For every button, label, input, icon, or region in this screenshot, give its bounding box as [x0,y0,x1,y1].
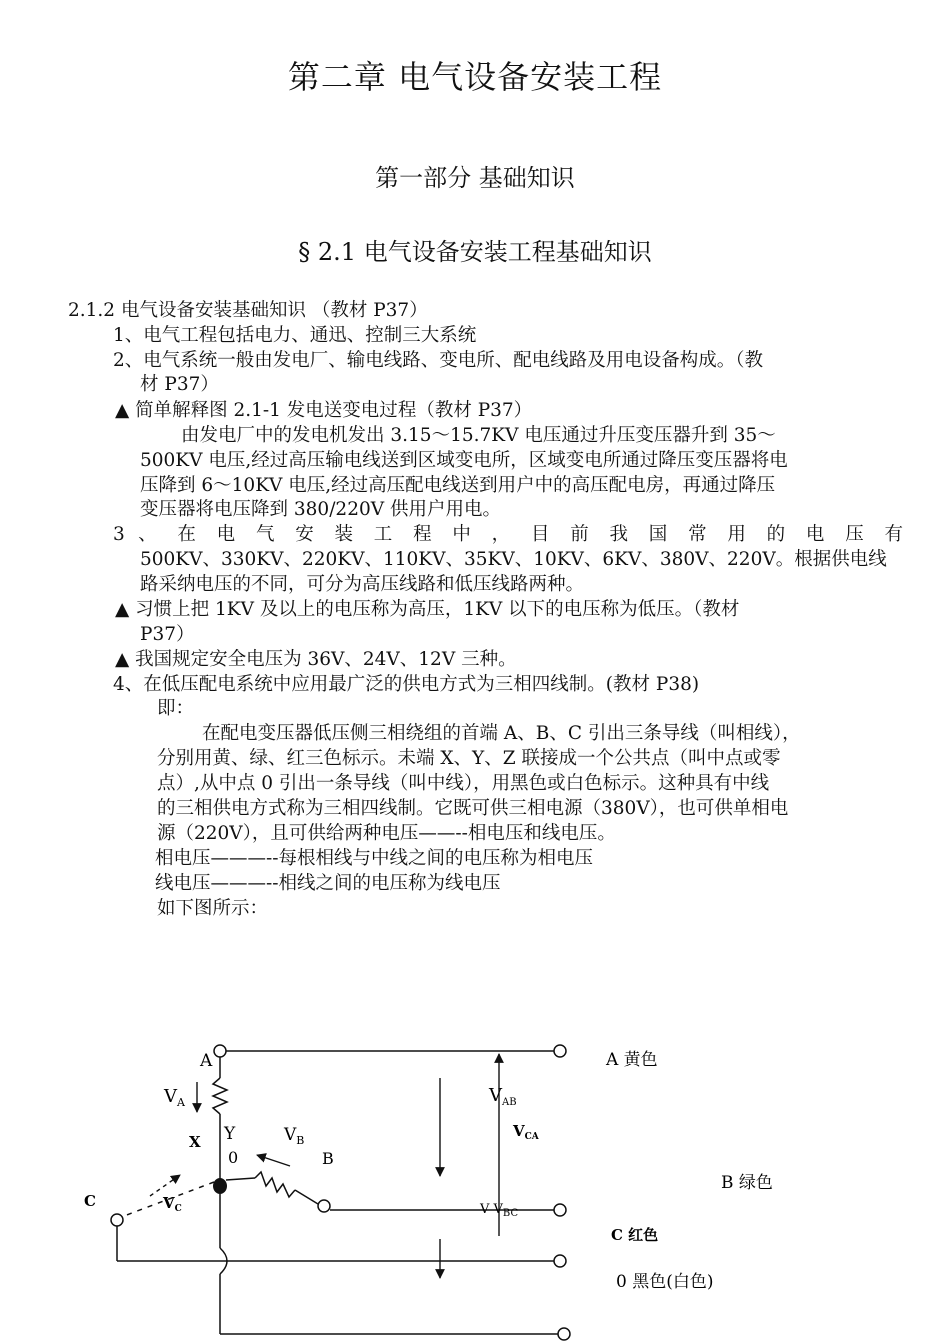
label-node-A: A [200,1051,213,1071]
chapter-title: 第二章 电气设备安装工程 [287,58,663,96]
paragraph-line: 点）,从中点 0 引出一条导线（叫中线），用黑色或白色标示。这种具有中线 [157,773,770,794]
paragraph-line: 4、在低压配电系统中应用最广泛的供电方式为三相四线制。(教材 P38) [113,674,700,695]
paragraph-line: 在配电变压器低压侧三相绕组的首端 A、B、C 引出三条导线（叫相线）， [202,723,801,744]
bullet-line: ▲ 我国规定安全电压为 36V、24V、12V 三种。 [115,649,517,670]
paragraph-line: 源（220V），且可供给两种电压——--相电压和线电压。 [157,823,616,844]
paragraph-line: P37） [140,624,195,645]
paragraph-line: 变压器将电压降到 380/220V 供用户用电。 [140,499,501,520]
arrow-VC [150,1175,180,1196]
paragraph-line: 3 、 在 电 气 安 装 工 程 中 ， 目 前 我 国 常 用 的 电 压 有 [113,524,903,545]
bullet-line: ▲ 简单解释图 2.1-1 发电送变电过程（教材 P37） [115,400,533,421]
section-title: § 2.1 电气设备安装工程基础知识 [298,238,652,266]
winding-B-lead [226,1178,255,1180]
label-VBC: V $V_{BC}$ [480,1202,519,1219]
paragraph-line: 即： [157,698,195,719]
part-title: 第一部分 基础知识 [375,164,575,192]
paragraph-line: 500KV 电压,经过高压输电线送到区域变电所，区域变电所通过降压变压器将电 [140,450,788,471]
label-node-Y: Y [224,1124,236,1144]
terminal-C-start [111,1214,123,1226]
winding-B-coil [255,1172,295,1197]
label-node-0: 0 [228,1148,239,1167]
label-VC: $V_C$ [163,1194,182,1214]
legend-C: C 红色 [611,1226,659,1244]
paragraph-line: 路采纳电压的不同，可分为高压线路和低压线路两种。 [140,574,585,595]
label-node-X: X [189,1133,201,1151]
legend-0: 0 黑色(白色) [616,1272,714,1292]
legend-A: A 黄色 [606,1050,658,1070]
label-node-C: C [84,1192,96,1210]
terminal-B-end [554,1204,566,1216]
paragraph-line: 材 P37） [140,374,219,395]
paragraph-line: 500KV、330KV、220KV、110KV、35KV、10KV、6KV、380V、220V。根据供电线 [140,549,887,570]
paragraph-line: 如下图所示： [157,898,269,919]
label-VAB: $V_{AB}$ [489,1085,517,1108]
paragraph-line: 1、电气工程包括电力、通迅、控制三大系统 [113,325,477,346]
label-node-B: B [322,1149,334,1168]
paragraph-line: 压降到 6～10KV 电压,经过高压配电线送到用户中的高压配电房，再通过降压 [140,475,776,496]
paragraph-line: 线电压———--相线之间的电压称为线电压 [155,873,501,894]
arrow-VB [257,1155,290,1166]
winding-A-coil [213,1078,227,1114]
terminal-A-end [554,1045,566,1057]
bullet-line: ▲ 习惯上把 1KV 及以上的电压称为高压，1KV 以下的电压称为低压。（教材 [115,599,740,620]
label-VCA: $V_{CA}$ [513,1122,539,1142]
subsection-heading: 2.1.2 电气设备安装基础知识 （教材 P37） [68,300,428,321]
three-phase-diagram [0,1000,950,1344]
label-VB: $V_B$ [284,1125,305,1147]
legend-B: B 绿色 [721,1173,773,1193]
terminal-0-end [558,1328,570,1340]
terminal-C-end [554,1255,566,1267]
label-VA: $V_A$ [164,1086,185,1109]
paragraph-line: 的三相供电方式称为三相四线制。它既可供三相电源（380V），也可供单相电 [157,798,789,819]
paragraph-line: 2、电气系统一般由发电厂、输电线路、变电所、配电线路及用电设备构成。（教 [113,350,764,371]
winding-B-to-terminal [295,1190,318,1204]
terminal-A-start [214,1045,226,1057]
paragraph-line: 分别用黄、绿、红三色标示。未端 X、Y、Z 联接成一个公共点（叫中点或零 [157,748,781,769]
paragraph-line: 相电压———--每根相线与中线之间的电压称为相电压 [155,848,594,869]
terminal-B-start [318,1200,330,1212]
neutral-point [213,1178,227,1194]
paragraph-line: 由发电厂中的发电机发出 3.15～15.7KV 电压通过升压变压器升到 35～ [181,425,776,446]
